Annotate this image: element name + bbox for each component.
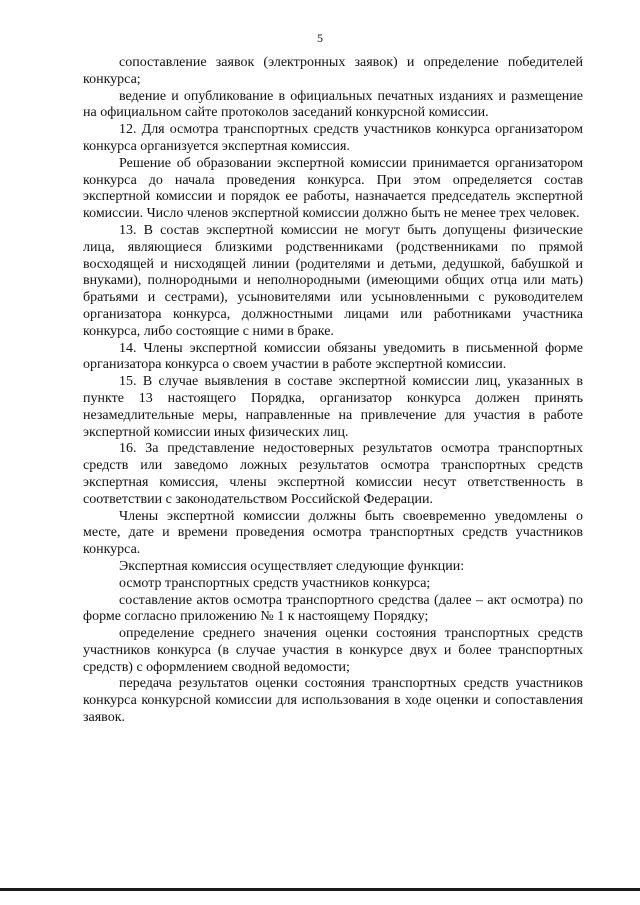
paragraph: 12. Для осмотра транспортных средств участников конкурса организатором конкурса организуется экспертная комиссия. xyxy=(83,122,583,154)
paragraph: Экспертная комиссия осуществляет следующие функции: xyxy=(119,558,465,574)
paragraph: осмотр транспортных средств участников конкурса; xyxy=(119,575,431,591)
scan-bottom-border xyxy=(0,888,640,891)
paragraph: 14. Члены экспертной комиссии обязаны уведомить в письменной форме организатора конкурса о своем участии в работе экспертной комиссии. xyxy=(83,340,583,373)
paragraph: 15. В случае выявления в составе экспертной комиссии лиц, указанных в пункте 13 настоящего Порядка, организатор конкурса должен принять незамедлительные меры, направленные на привлечение для участия в работе экспертной комиссии иных физических лиц. xyxy=(83,374,583,440)
paragraph: ведение и опубликование в официальных печатных изданиях и размещение на официальном сайте протоколов заседаний конкурсной комиссии. xyxy=(83,88,583,121)
paragraph: Решение об образовании экспертной комиссии принимается организатором конкурса до начала проведения конкурса. При этом определяется состав экспертной комиссии и порядок ее работы, назначается председатель экспертной комиссии. Число членов экспертной комиссии должно быть не менее трех человек. xyxy=(83,155,583,222)
paragraph: 16. За представление недостоверных результатов осмотра транспортных средств или заведомо ложных результатов осмотра транспортных средств экспертная комиссия, члены экспертной комиссии несут ответственность в соответствии с законодательством Российской Федерации. xyxy=(83,441,583,507)
paragraph: сопоставление заявок (электронных заявок) и определение победителей конкурса; xyxy=(83,55,583,87)
paragraph: составление актов осмотра транспортного средства (далее – акт осмотра) по форме согласно приложению № 1 к настоящему Порядку; xyxy=(83,592,583,625)
paragraph: передача результатов оценки состояния транспортных средств участников конкурса конкурсной комиссии для использования в ходе оценки и сопоставления заявок. xyxy=(83,676,583,726)
document-body xyxy=(83,55,583,727)
paragraph: определение среднего значения оценки состояния транспортных средств участников конкурса (в случае участия в конкурсе двух и более транспортных средств) с оформлением сводной ведомости; xyxy=(83,626,583,675)
paragraph: 13. В состав экспертной комиссии не могут быть допущены физические лица, являющиеся близкими родственниками (родственниками по прямой восходящей и нисходящей линии (родителями и детьми, дедушкой, бабушкой и внуками), полнородными и неполнородными (имеющими общих отца или мать) братьями и сестрами), усыновителями или усыновленными с руководителем организатора конкурса, должностными лицами или работниками участника конкурса, либо состоящие с ними в браке. xyxy=(83,222,583,339)
page-number: 5 xyxy=(317,31,323,45)
paragraph: Члены экспертной комиссии должны быть своевременно уведомлены о месте, дате и времени проведения осмотра транспортных средств участников конкурса. xyxy=(83,508,583,558)
